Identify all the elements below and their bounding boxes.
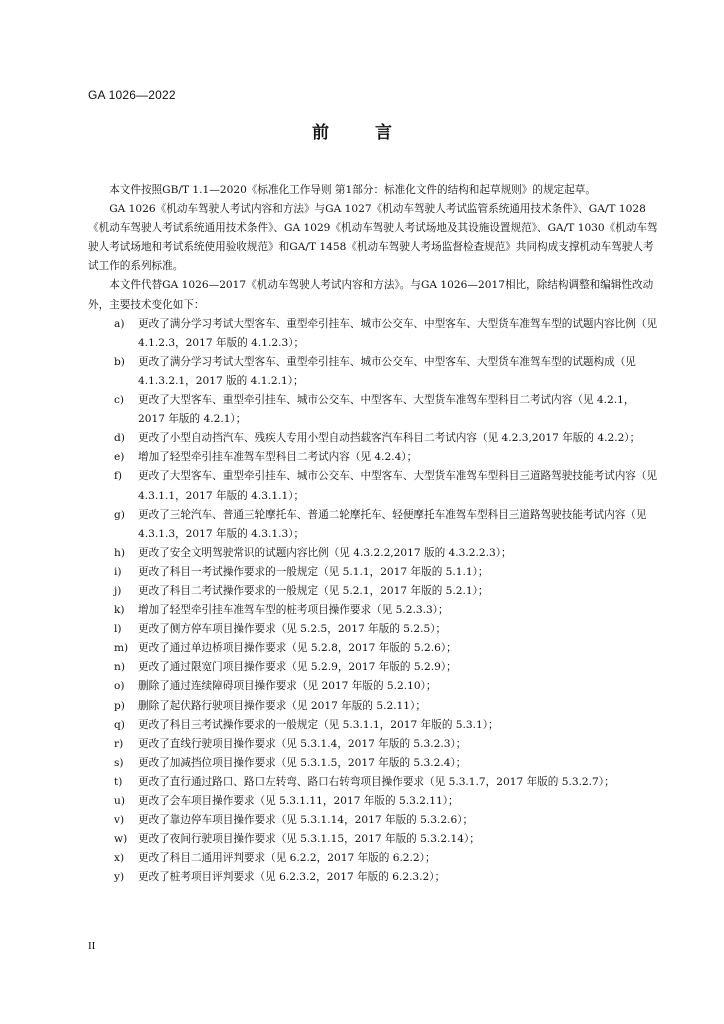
list-item [88,658,658,677]
list-item-text: 更改了大型客车、重型牵引挂车、城市公交车、中型客车、大型货车准驾车型科目二考试内容（见 4.2.1，2017 年版的 4.2.1）； [138,394,635,426]
list-item-text: 更改了直线行驶项目操作要求（见 5.3.1.4，2017 年版的 5.3.2.3）； [138,737,467,750]
list-item [88,677,658,696]
list-item [88,830,658,849]
list-item-text: 更改了通过限宽门项目操作要求（见 5.2.9，2017 年版的 5.2.9）； [138,661,457,674]
list-item-label: n) [114,661,125,674]
list-item-text: 更改了靠边停车项目操作要求（见 5.3.1.14，2017 年版的 5.3.2.6）； [138,814,474,827]
list-item [88,391,658,429]
list-item-label: w) [114,833,128,846]
list-item-text: 更改了满分学习考试大型客车、重型牵引挂车、城市公交车、中型客车、大型货车准驾车型的试题内容比例（见 4.1.2.3，2017 年版的 4.1.2.3）； [138,317,658,349]
page-title: 前 言 [312,123,412,143]
list-item-text: 更改了小型自动挡汽车、残疾人专用小型自动挡载客汽车科目二考试内容（见 4.2.3,2017 年版的 4.2.2）； [138,432,641,445]
list-item [88,582,658,601]
list-item-label: o) [114,680,125,693]
list-item-label: m) [114,642,129,655]
change-list [88,315,658,888]
list-item-label: j) [114,584,122,597]
list-item [88,697,658,716]
list-item-text: 更改了大型客车、重型牵引挂车、城市公交车、中型客车、大型货车准驾车型科目三道路驾驶技能考试内容（见 4.3.1.1，2017 年版的 4.3.1.1）； [138,470,658,502]
paragraph: 本文件代替GA 1026—2017《机动车驾驶人考试内容和方法》。与GA 1026—2017相比，除结构调整和编辑性改动外，主要技术变化如下： [88,279,654,311]
paragraph: 本文件按照GB/T 1.1—2020《标准化工作导则 第1部分：标准化文件的结构和起草规则》的规定起草。 [109,184,596,196]
list-item [88,868,658,887]
list-item-text: 增加了轻型牵引挂车准驾车型科目二考试内容（见 4.2.4）； [138,451,418,464]
standard-code: GA 1026—2022 [88,88,176,102]
list-item [88,754,658,773]
list-item [88,563,658,582]
list-item-text: 更改了侧方停车项目操作要求（见 5.2.5，2017 年版的 5.2.5）； [138,623,447,636]
list-item-label: d) [114,432,125,445]
list-item-text: 更改了安全文明驾驶常识的试题内容比例（见 4.3.2.2,2017 版的 4.3.2.2.3）； [138,546,512,559]
list-item [88,353,658,391]
list-item [88,601,658,620]
list-item-label: a) [114,317,125,330]
list-item-text: 更改了直行通过路口、路口左转弯、路口右转弯项目操作要求（见 5.3.1.7，2017 年版的 5.3.2.7）； [138,775,615,788]
list-item-text: 更改了满分学习考试大型客车、重型牵引挂车、城市公交车、中型客车、大型货车准驾车型的试题构成（见 4.1.3.2.1，2017 版的 4.1.2.1）； [138,355,636,387]
list-item-label: v) [114,814,125,827]
list-item-label: b) [114,355,125,368]
page-number: II [88,940,96,952]
list-item-label: p) [114,699,125,712]
list-item-label: q) [114,718,125,731]
list-item-text: 更改了三轮汽车、普通三轮摩托车、普通二轮摩托车、轻便摩托车准驾车型科目三道路驾驶技能考试内容（见 4.3.1.3，2017 年版的 4.3.1.3）； [138,508,647,540]
list-item [88,429,658,448]
list-item-text: 更改了科目二考试操作要求的一般规定（见 5.2.1，2017 年版的 5.2.1）； [138,584,489,597]
list-item-label: g) [114,508,125,521]
list-item-text: 增加了轻型牵引挂车准驾车型的桩考项目操作要求（见 5.2.3.3）； [138,604,449,617]
list-item-text: 删除了起伏路行驶项目操作要求（见 2017 年版的 5.2.11）； [138,699,426,712]
list-item-label: e) [114,451,125,464]
list-item-text: 删除了通过连续障碍项目操作要求（见 2017 年版的 5.2.10）； [138,680,437,693]
list-item-label: h) [114,546,125,559]
list-item [88,849,658,868]
list-item-label: u) [114,795,125,807]
list-item-label: s) [114,756,124,769]
list-item-label: y) [114,871,125,884]
list-item [88,620,658,639]
list-item-label: t) [114,775,123,788]
list-item-text: 更改了夜间行驶项目操作要求（见 5.3.1.15，2017 年版的 5.3.2.14）； [138,833,480,846]
list-item-label: i) [114,565,122,578]
list-item [88,811,658,830]
list-item [88,544,658,563]
list-item-text: 更改了通过单边桥项目操作要求（见 5.2.8，2017 年版的 5.2.6）； [138,642,457,655]
list-item [88,448,658,467]
list-item-text: 更改了加减挡位项目操作要求（见 5.3.1.5，2017 年版的 5.3.2.4）； [138,756,467,769]
document-body [88,181,658,887]
list-item [88,506,658,544]
list-item [88,735,658,754]
list-item [88,716,658,735]
list-item [88,639,658,658]
list-item-label: c) [114,394,125,407]
list-item-text: 更改了科目一考试操作要求的一般规定（见 5.1.1，2017 年版的 5.1.1）； [138,565,489,578]
list-item [88,315,658,353]
list-item-label: r) [114,737,124,750]
list-item-label: k) [114,604,125,617]
list-item [88,773,658,792]
list-item-label: f) [114,470,123,483]
list-item [88,792,658,811]
paragraph: GA 1026《机动车驾驶人考试内容和方法》与GA 1027《机动车驾驶人考试监管系统通用技术条件》、GA/T 1028《机动车驾驶人考试系统通用技术条件》、GA 1029《机动车驾驶人考试场地及其设施设置规范》、GA/T 1030《机动车驾驶人考试场地和考试系统使用验收规范》和GA/T 1458《机动车驾驶人考场监督检查规范》共同构成支撑机动车驾驶人考试工作的系列标准。 [88,203,658,273]
list-item-text: 更改了会车项目操作要求（见 5.3.1.11，2017 年版的 5.3.2.11）； [138,795,459,807]
list-item-text: 更改了桩考项目评判要求（见 6.2.3.2，2017 年版的 6.2.3.2）； [138,871,446,884]
list-item-label: l) [114,623,122,636]
list-item-text: 更改了科目二通用评判要求（见 6.2.2，2017 年版的 6.2.2）； [138,852,436,865]
list-item-label: x) [114,852,125,865]
list-item [88,467,658,505]
list-item-text: 更改了科目三考试操作要求的一般规定（见 5.3.1.1，2017 年版的 5.3.1）； [138,718,499,731]
